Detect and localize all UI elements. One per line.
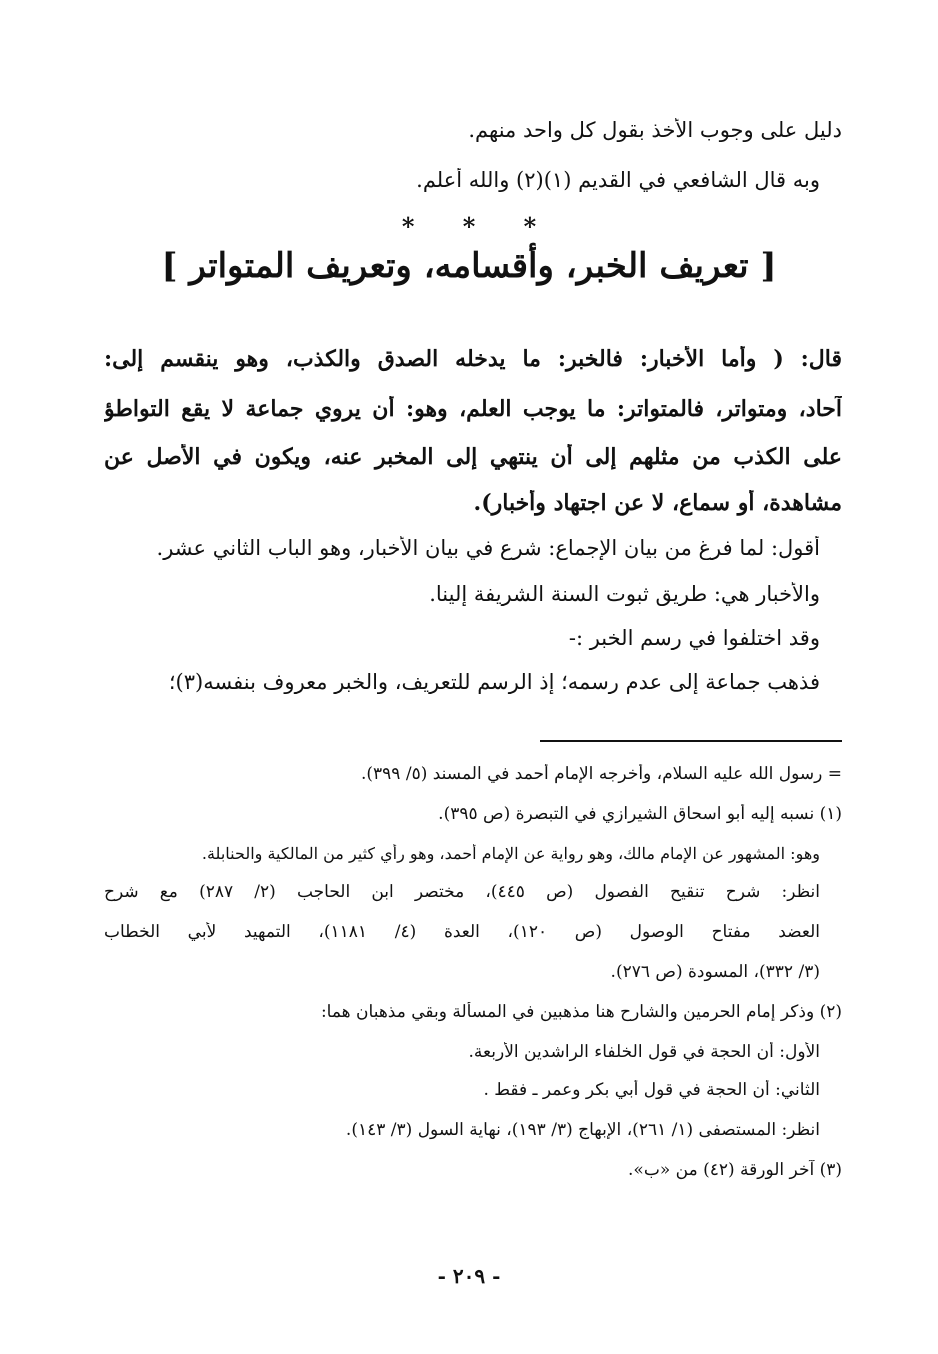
intro-line-1: دليل على وجوب الأخذ بقول كل واحد منهم.: [468, 118, 842, 142]
matn-line-2: آحاد، ومتواتر، فالمتواتر: ما يوجب العلم، وهو: أن يروي جماعة لا يقع التواطؤ: [104, 396, 842, 422]
footnote-line-8: الأول: أن الحجة في قول الخلفاء الراشدين الأربعة.: [468, 1042, 820, 1062]
matn-line-1: قال: ( وأما الأخبار: فالخبر: ما يدخله الصدق والكذب، وهو ينقسم إلى:: [104, 346, 842, 372]
sharh-line-3: وقد اختلفوا في رسم الخبر :-: [568, 626, 820, 650]
intro-line-2: وبه قال الشافعي في القديم (١)(٢) والله أعلم.: [416, 168, 820, 192]
footnote-rule: [540, 740, 842, 742]
footnote-line-6: (٣/ ٣٣٢)، المسودة (ص ٢٧٦).: [610, 962, 820, 982]
page-number: - ٢٠٩ -: [437, 1264, 501, 1288]
footnote-line-11: (٣) آخر الورقة (٤٢) من «ب».: [628, 1160, 842, 1180]
matn-line-3: على الكذب من مثلهم إلى أن ينتهي إلى المخبر عنه، ويكون في الأصل عن: [104, 444, 842, 470]
footnote-line-1: = رسول الله عليه السلام، وأخرجه الإمام أحمد في المسند (٥/ ٣٩٩).: [360, 764, 842, 784]
section-separator: * * *: [401, 212, 537, 241]
footnote-line-2: (١) نسبه إليه أبو اسحاق الشيرازي في التبصرة (ص ٣٩٥).: [438, 804, 842, 824]
sharh-line-4: فذهب جماعة إلى عدم رسمه؛ إذ الرسم للتعريف، والخبر معروف بنفسه(٣)؛: [168, 670, 820, 694]
sharh-line-1: أقول: لما فرغ من بيان الإجماع: شرع في بيان الأخبار، وهو الباب الثاني عشر.: [156, 536, 820, 560]
footnote-line-9: الثاني: أن الحجة في قول أبي بكر وعمر ـ فقط .: [483, 1080, 820, 1100]
sharh-line-2: والأخبار هي: طريق ثبوت السنة الشريفة إلينا.: [429, 582, 820, 606]
matn-line-4: مشاهدة، أو سماع، لا عن اجتهاد وأخبار).: [473, 490, 842, 516]
footnote-line-5: العضد مفتاح الوصول (ص ١٢٠)، العدة (٤/ ١١٨١)، التمهيد لأبي الخطاب: [104, 922, 820, 942]
footnote-line-4: انظر: شرح تنقيح الفصول (ص ٤٤٥)، مختصر ابن الحاجب (٢/ ٢٨٧) مع شرح: [104, 882, 820, 902]
footnote-line-3: وهو: المشهور عن الإمام مالك، وهو رواية عن الإمام أحمد، وهو رأي كثير من المالكية والحنابلة.: [201, 844, 820, 863]
footnote-line-7: (٢) وذكر إمام الحرمين والشارح هنا مذهبين في المسألة وبقي مذهبان هما:: [320, 1002, 842, 1022]
footnote-line-10: انظر: المستصفى (١/ ٢٦١)، الإبهاج (٣/ ١٩٣)، نهاية السول (٣/ ١٤٣).: [345, 1120, 820, 1140]
section-heading: [ تعريف الخبر، وأقسامه، وتعريف المتواتر ]: [161, 246, 777, 286]
